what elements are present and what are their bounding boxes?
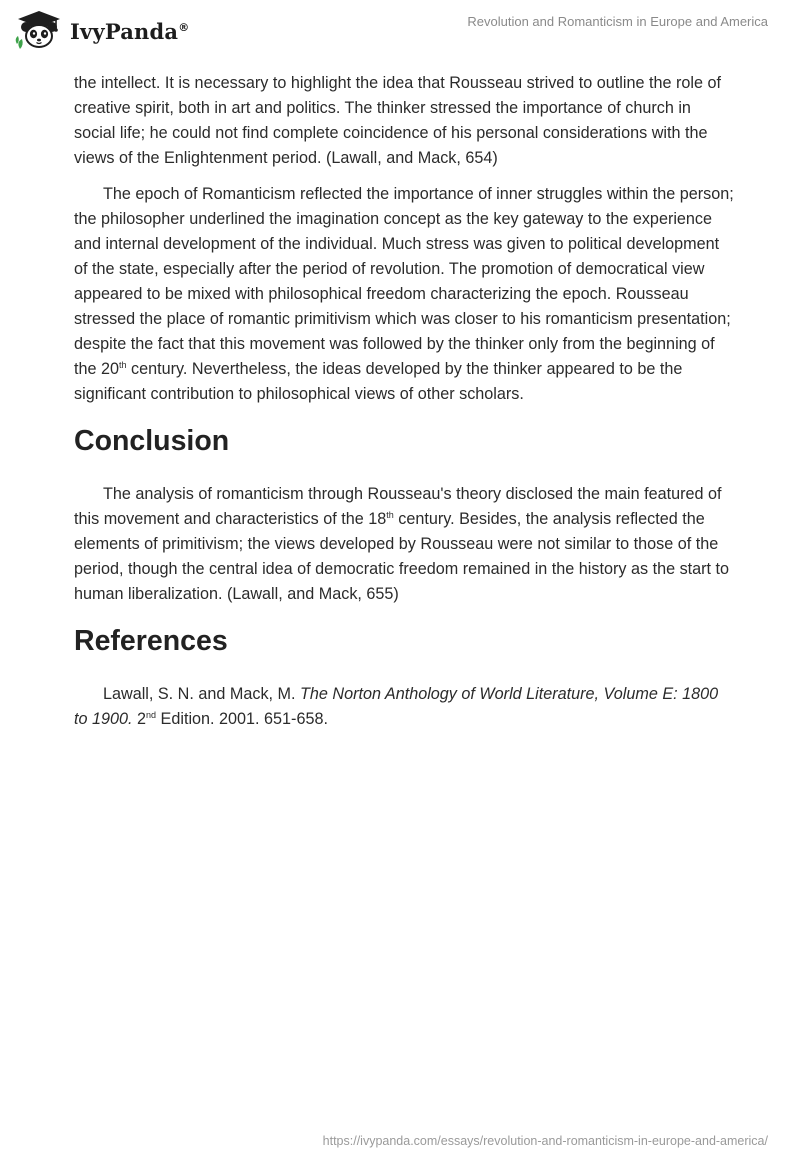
source-url-link[interactable]: https://ivypanda.com/essays/revolution-and-romanticism-in-europe-and-america/ xyxy=(322,1134,768,1148)
conclusion-paragraph: The analysis of romanticism through Rousseau's theory disclosed the main featured of this movement and characteristics of the 18th century. Besides, the analysis reflected the elements of primitivism; the views developed by Rousseau were not similar to those of the period, though the central idea of democratic freedom remained in the history as the start to human liberalization. (Lawall, and Mack, 655) xyxy=(74,485,730,603)
document-title: Revolution and Romanticism in Europe and America xyxy=(467,14,768,29)
conclusion-heading: Conclusion xyxy=(74,425,230,457)
references-heading: References xyxy=(74,625,228,657)
page-header xyxy=(0,0,800,70)
panda-graduate-icon xyxy=(14,9,64,51)
reference-entry: Lawall, S. N. and Mack, M. The Norton Anthology of World Literature, Volume E: 1800 to 1900. 2nd Edition. 2001. 651-658. xyxy=(74,685,719,728)
paragraph-continuation: the intellect. It is necessary to highlight the idea that Rousseau strived to outline the role of creative spirit, both in art and politics. The thinker stressed the importance of church in social life; he could not find complete coincidence of his personal considerations with the views of the Enlightenment period. (Lawall, and Mack, 654) xyxy=(74,74,721,167)
brand-name: IvyPanda® xyxy=(70,18,190,44)
essay-content xyxy=(74,71,734,743)
ivypanda-logo[interactable] xyxy=(14,9,189,51)
paragraph-romanticism: The epoch of Romanticism reflected the importance of inner struggles within the person; the philosopher underlined the imagination concept as the key gateway to the experience and internal development of the individual. Much stress was given to political development of the state, especially after the period of revolution. The promotion of democratical view appeared to be mixed with philosophical freedom characterizing the epoch. Rousseau stressed the place of romantic primitivism which was closer to his romanticism presentation; despite the fact that this movement was followed by the thinker only from the beginning of the 20th century. Nevertheless, the ideas developed by the thinker appeared to be the significant contribution to philosophical views of other scholars. xyxy=(74,185,734,403)
